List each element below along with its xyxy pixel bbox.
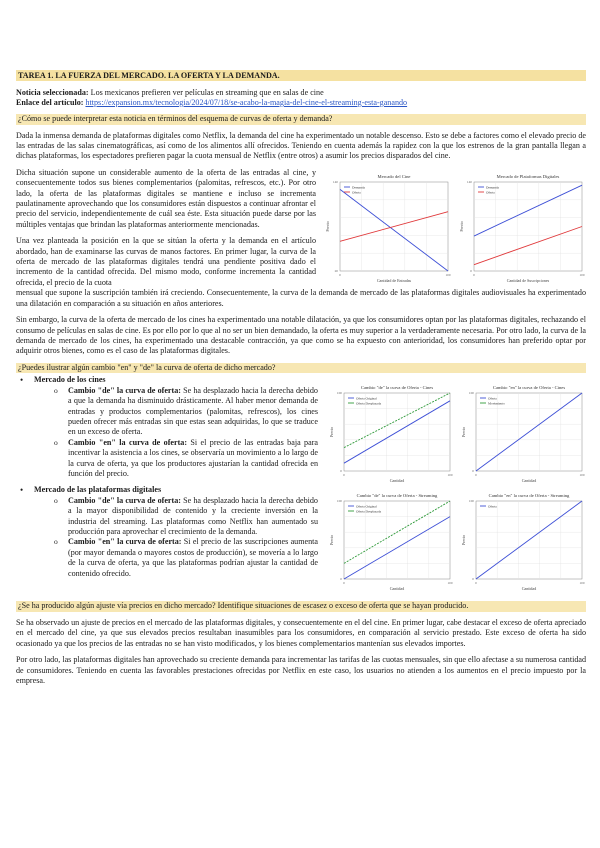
- x-axis-label: Cantidad: [389, 478, 405, 484]
- legend-label: Oferta: [488, 504, 497, 509]
- chart-cines-cambio-en: [460, 381, 586, 485]
- chart-title: Cambio "en" la curva de Oferta - Streaming: [488, 493, 570, 499]
- x-tick-label: 0: [343, 581, 345, 586]
- y-axis-label: Precio: [459, 221, 464, 232]
- cines-change-de: o Cambio "de" la curva de oferta: Se ha desplazado hacia la derecha debido a que la demanda ha disminuido drásticamente. Al haber menor demanda de entradas y productos complementarios (palomitas, refrescos), los cines pueden ofrecer más entradas sin que estas sean adquiridas, lo que se traduce en un exceso de oferta.: [54, 386, 318, 438]
- legend-label: Oferta: [486, 190, 495, 195]
- chart-title: Cambio "en" la curva de Oferta - Cines: [492, 385, 566, 391]
- legend-label: Oferta: [352, 190, 361, 195]
- chart-streaming-cambio-de: [328, 489, 454, 593]
- y-axis-label: Precio: [325, 221, 330, 232]
- plat-change-de: o Cambio "de" la curva de oferta: Se ha desplazado hacia la derecha debido a la mayor disponibilidad de contenido y la creciente inversión en la industria del streaming. Las plataformas como Netflix han aumentado su producción para aprovechar el crecimiento de la demanda.: [54, 496, 318, 538]
- link-label: Enlace del artículo:: [16, 98, 84, 107]
- y-tick-label: 100: [468, 391, 474, 396]
- question-2-heading: ¿Puedes ilustrar algún cambio "en" y "de" la curva de oferta de dicho mercado?: [16, 363, 586, 374]
- x-tick-label: 100: [579, 272, 585, 277]
- document-title: TAREA 1. LA FUERZA DEL MERCADO. LA OFERTA Y LA DEMANDA.: [16, 70, 586, 81]
- x-tick-label: 0: [473, 272, 475, 277]
- chart-title: Mercado del Cine: [377, 173, 411, 179]
- legend-label: Oferta Original: [356, 504, 377, 509]
- plot-area: [474, 182, 582, 271]
- legend-label: Demanda: [486, 185, 499, 190]
- x-tick-label: 100: [579, 473, 585, 478]
- plataformas-title: Mercado de las plataformas digitales: [34, 485, 162, 495]
- y-axis-label: Precio: [461, 427, 466, 438]
- y-tick-label: 0: [340, 577, 342, 582]
- link-line: [16, 98, 586, 108]
- chart-title: Mercado de Plataformas Digitales: [496, 173, 560, 179]
- x-tick-label: 0: [475, 581, 477, 586]
- legend-label: Oferta Original: [356, 396, 377, 401]
- plat-change-en: o Cambio "en" la curva de oferta: Si el precio de las suscripciones aumenta (por mayor demanda o mayores costos de producción), se movería a lo largo de la curva de oferta, ya que las plataformas podrían ajustar la cantidad de contenido ofrecido.: [54, 537, 318, 579]
- q1-paragraph-1: Dada la inmensa demanda de plataformas digitales como Netflix, la demanda del cine ha experimentado un notable descenso. Esto se debe a factores como el elevado precio de las entradas de las salas cinematográficas, así como de los alimentos allí ofrecidos. Teniendo en cuenta además la rapidez con la que los estrenos de la gran pantalla llegan a dichas plataformas, los espectadores prefieren pagar la cuota mensual de Netflix (entre otros) a asumir los precios disparados del cine.: [16, 130, 586, 161]
- legend-label: Oferta Desplazada: [356, 509, 382, 514]
- legend-label: Movimiento: [488, 401, 505, 406]
- chart-mercado-plataformas: [458, 170, 586, 285]
- x-tick-label: 100: [445, 272, 451, 277]
- legend-label: Demanda: [352, 185, 365, 190]
- y-tick-label: 0: [472, 577, 474, 582]
- cines-title: Mercado de los cines: [34, 375, 106, 385]
- chart-streaming-cambio-en: [460, 489, 586, 593]
- y-tick-label: 0: [472, 469, 474, 474]
- news-value: Los mexicanos prefieren ver películas en streaming que en salas de cine: [90, 88, 324, 97]
- x-tick-label: 100: [447, 581, 453, 586]
- news-label: Noticia seleccionada:: [16, 88, 89, 97]
- y-tick-label: 140: [466, 179, 472, 184]
- question-1-heading: ¿Cómo se puede interpretar esta noticia en términos del esquema de curvas de oferta y demanda?: [16, 114, 586, 125]
- y-tick-label: 100: [468, 499, 474, 504]
- document-page: [16, 70, 586, 686]
- y-tick-label: 100: [336, 391, 342, 396]
- x-axis-label: Cantidad: [521, 478, 537, 484]
- y-axis-label: Precio: [461, 535, 466, 546]
- chart-title: Cambio "de" la curva de Oferta - Cines: [360, 385, 434, 391]
- x-tick-label: 100: [447, 473, 453, 478]
- question-3-heading: ¿Se ha producido algún ajuste vía precios en dicho mercado? Identifique situaciones de escasez o exceso de oferta que se hayan producido.: [16, 601, 586, 612]
- y-tick-label: 20: [334, 268, 338, 273]
- q3-paragraph-2: Por otro lado, las plataformas digitales han aprovechado su creciente demanda para incrementar las tarifas de las cuotas mensuales, sin que ello afectase a su numerosa cantidad de consumidores. Teniendo en cuenta las favorables prestaciones ofrecidas por Netflix en este caso, los usuarios no atienden a los aumentos en el precio impuesto por la empresa.: [16, 655, 586, 685]
- q3-paragraph-1: Se ha observado un ajuste de precios en el mercado de las plataformas digitales, y consecuentemente en el del cine. En primer lugar, cabe destacar el exceso de oferta apreciado en el mercado del cine, ya que sus elevados precios resultaban inasumibles para los consumidores, en comparación al servicio prestado. Este exceso de oferta ha sido ocasionado ya que los precios de las entradas no se han visto modificados, y los bienes complementarios mantenían sus elevados importes.: [16, 617, 586, 648]
- legend-label: Oferta: [488, 396, 497, 401]
- q1-paragraph-3b: mensual que supone la suscripción también irá creciendo. Consecuentemente, la curva de la demanda de mercado de las plataformas digitales audiovisuales ha experimentado una dilatación en comparación a su situación en años anteriores.: [16, 288, 586, 308]
- legend-label: Oferta Desplazada: [356, 401, 382, 406]
- x-tick-label: 0: [339, 272, 341, 277]
- x-tick-label: 0: [343, 473, 345, 478]
- y-tick-label: 0: [470, 268, 472, 273]
- y-tick-label: 100: [336, 499, 342, 504]
- chart-mercado-cine: [324, 170, 452, 285]
- y-tick-label: 0: [340, 469, 342, 474]
- x-axis-label: Cantidad de Suscripciones: [506, 277, 550, 283]
- y-axis-label: Precio: [329, 535, 334, 546]
- x-tick-label: 0: [475, 473, 477, 478]
- plataformas-market-item: [16, 485, 318, 579]
- chart-title: Cambio "de" la curva de Oferta - Streaming: [356, 493, 438, 499]
- x-axis-label: Cantidad: [521, 586, 537, 592]
- x-axis-label: Cantidad: [389, 586, 405, 592]
- cines-change-en: o Cambio "en" la curva de oferta: Si el precio de las entradas baja para incentivar la asistencia a los cines, se observaría un movimiento a lo largo de la curva de oferta, ya que los productores ajustarían la cantidad ofrecida en función del precio.: [54, 438, 318, 480]
- y-axis-label: Precio: [329, 427, 334, 438]
- q1-paragraph-4: Sin embargo, la curva de la oferta de mercado de los cines ha experimentado una notable dilatación, ya que los consumidores optan por las plataformas digitales, rechazando el consumo de películas en salas de cine. Es por ello por lo que al no ser un bien demandado, la oferta es muy superior a la verdaderamente necesaria. Por otro lado, la curva de la demanda de mercado de los cines, ha experimentado una destacable contracción, ya que como se ha expuesto con anterioridad, los consumidores han preferido optar por adquirir otros bienes, como es el caso de las plataformas digitales.: [16, 315, 586, 356]
- chart-cines-cambio-de: [328, 381, 454, 485]
- article-link[interactable]: https://expansion.mx/tecnologia/2024/07/18/se-acabo-la-magia-del-cine-el-streaming-esta-ganando: [85, 98, 408, 107]
- q1-paragraph-2: Dicha situación supone un considerable aumento de la oferta de las entradas al cine, y consecuentemente todos sus bienes complementarios (palomitas, refrescos, etc.). Por otro lado, la oferta de las plataformas digitales se mantiene e incluso se incrementa paulatinamente aprovechando que los consumidores están dispuestos a continuar afrontar el precio del servicio, independientemente de cuál sea éste. Esta situación puede darse por las múltiples ventajas que brindan las plataformas anteriormente mencionadas.: [16, 167, 316, 229]
- x-axis-label: Cantidad de Entradas: [376, 277, 412, 283]
- x-tick-label: 100: [579, 581, 585, 586]
- y-tick-label: 140: [332, 179, 338, 184]
- news-line: [16, 88, 586, 98]
- cines-market-item: [16, 375, 318, 479]
- q1-paragraph-3a: Una vez planteada la posición en la que se sitúan la oferta y la demanda en el artículo abordado, han de examinarse las curvas de manos factores. En primer lugar, la curva de la oferta de mercado de las plataformas digitales tendrá una pendiente positiva dado el incremento de la cantidad ofrecida. Del mismo modo, conforme incrementa la cantidad ofrecida, el precio de la cuota: [16, 236, 316, 287]
